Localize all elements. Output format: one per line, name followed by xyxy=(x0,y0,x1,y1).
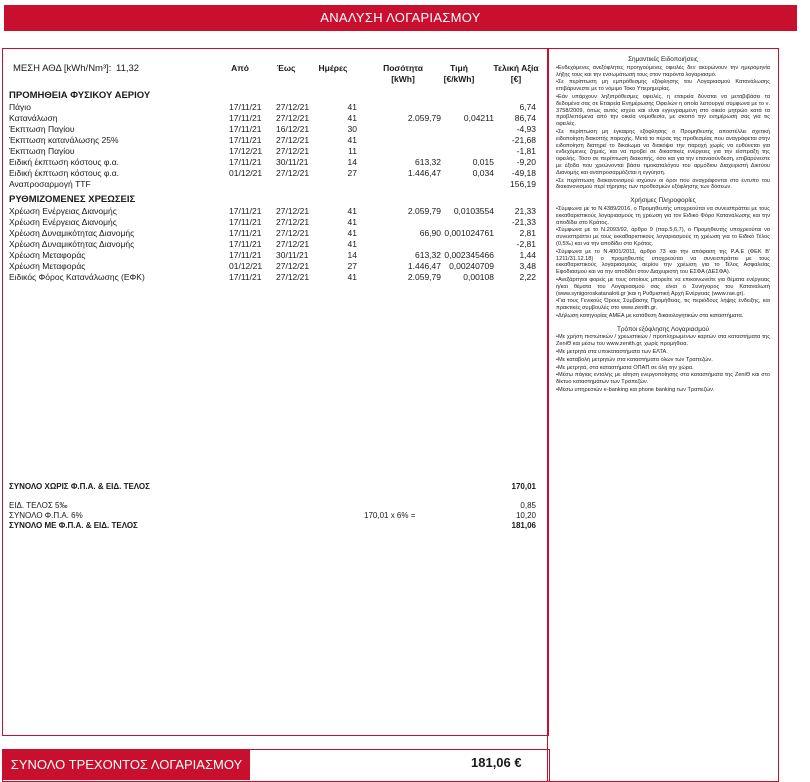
total-row xyxy=(9,520,549,531)
cell-to: 27/12/21 xyxy=(276,261,310,271)
col-price: Τιμή [€/kWh] xyxy=(443,63,475,84)
cell-total: -2,81 xyxy=(516,239,536,249)
useful-note: •Σύμφωνα με το Ν.4001/2011, άρθρο 73 και την απόφαση της Ρ.Α.Ε (ΦΕΚ Β' 1211/31.12.18) ο προμηθευτής υποχρεούται να συνεισπράττει με τους εκκαθαριστικούς λογαριασμούς αερίου την χρέωση για το Τέλος Ασφαλείας Εφοδιασμού και να την αποδίδει στον Διαχειριστή του ΕΣΦΑ (ΔΕΣΦΑ). xyxy=(556,248,770,276)
cell-from: 01/12/21 xyxy=(229,261,263,271)
cell-days: 41 xyxy=(347,228,357,238)
cell-days: 27 xyxy=(347,168,357,178)
cell-total: 3,48 xyxy=(519,261,536,271)
cell-label: Χρέωση Ενέργειας Διανομής xyxy=(9,206,117,216)
regulated-row xyxy=(9,239,549,250)
cell-total: -9,20 xyxy=(516,157,536,167)
cell-from: 17/11/21 xyxy=(229,157,262,167)
cell-days: 41 xyxy=(347,272,357,282)
page-title: ΑΝΑΛΥΣΗ ΛΟΓΑΡΙΑΣΜΟΥ xyxy=(4,5,797,31)
cell-label: Χρέωση Μεταφοράς xyxy=(9,250,86,260)
cell-days: 41 xyxy=(347,217,357,227)
cell-price: 0,034 xyxy=(472,168,494,178)
supply-row xyxy=(9,168,549,179)
cell-days: 27 xyxy=(347,261,357,271)
cell-label: Χρέωση Μεταφοράς xyxy=(9,261,86,271)
total-label: ΣΥΝΟΛΟ ΜΕ Φ.Π.Α. & ΕΙΔ. ΤΕΛΟΣ xyxy=(9,521,138,530)
cell-from: 17/11/21 xyxy=(229,206,262,216)
payment-method: •Με καταβολή μετρητών στα καταστήματα όλων των Τραπεζών. xyxy=(556,356,713,363)
vat-formula: 170,01 x 6% = xyxy=(364,511,416,520)
cell-from: 17/11/21 xyxy=(229,113,262,123)
cell-to: 27/12/21 xyxy=(276,228,310,238)
cell-to: 27/12/21 xyxy=(276,168,310,178)
supply-row xyxy=(9,179,549,190)
important-title: Σημαντικές Ειδοποιήσεις xyxy=(628,56,698,63)
cell-label: Ειδικός Φόρος Κατανάλωσης (ΕΦΚ) xyxy=(9,272,145,282)
cell-to: 16/12/21 xyxy=(276,124,310,134)
cell-label: Χρέωση Δυναμικότητας Διανομής xyxy=(9,239,135,249)
useful-note: •Δήλωση κατηγορίας ΑΜΕΑ με κατάθεση δικαιολογητικών στα καταστήματα. xyxy=(556,312,744,319)
cell-to: 27/12/21 xyxy=(276,206,310,216)
useful-note: •Για τους Γενικούς Όρους Σύμβασης Προμήθειας, τις περιόδους λήψης ένδειξης, και πρακτικές συμβουλές στο www.zenith.gr. xyxy=(556,298,770,312)
payment-method: •Μέσω πάγιας εντολής με αίτηση ενεργοποίησης στα καταστήματα της ZeniΘ και στο δίκτυο καταστημάτων των Τραπεζών. xyxy=(556,372,770,386)
total-value: 181,06 xyxy=(511,521,536,530)
payment-title: Τρόποι εξόφλησης Λογαριασμού xyxy=(616,325,710,333)
cell-price: 0,001024761 xyxy=(444,228,494,238)
header xyxy=(0,0,810,34)
important-note: •Σε περίπτωση διακανονισμού ισχύουν οι όροι που αναγράφονται στο έντυπο του διακανονισμού περί τήρησης των προθεσμιών εξόφλησης των δόσεων. xyxy=(556,177,770,191)
cell-label: Έκπτωση κατανάλωσης 25% xyxy=(9,135,119,145)
cell-from: 17/11/21 xyxy=(229,250,262,260)
cell-total: -21,68 xyxy=(511,135,536,145)
cell-total: -49,18 xyxy=(511,168,536,178)
col-qty: Ποσότητα [kWh] xyxy=(383,63,423,84)
important-note: •Ενδεχόμενες ανεξόφλητες προηγούμενες οφειλές δεν ακυρώνουν την ημερομηνία λήξης τους και την ενσωμάτωσή τους στον παρόντα λογαριασμό. xyxy=(556,64,770,78)
cell-total: 2,81 xyxy=(519,228,536,238)
footer-total xyxy=(2,749,550,782)
cell-label: Χρέωση Δυναμικότητας Διανομής xyxy=(9,228,135,238)
cell-days: 41 xyxy=(347,113,357,123)
cell-label: Έκπτωση Παγίου xyxy=(9,146,75,156)
regulated-row xyxy=(9,261,549,272)
cell-days: 11 xyxy=(348,146,357,156)
useful-note: •Σύμφωνα με το Ν.2093/92, άρθρο 9 (παρ.5,6,7), ο Προμηθευτής υποχρεούται να συνεισπράττει με τους εκκαθαριστικούς λογαριασμούς τη χρέωση για το Ειδικό Τέλος (0,5‰) και να την αποδίδει στο Κράτος. xyxy=(556,227,770,247)
cell-days: 41 xyxy=(347,135,357,145)
cell-label: Αναπροσαρμογή TTF xyxy=(9,179,91,189)
supply-row xyxy=(9,146,549,157)
supply-row xyxy=(9,157,549,168)
cell-qty: 66,90 xyxy=(419,228,441,238)
cell-to: 27/12/21 xyxy=(276,113,310,123)
cell-to: 30/11/21 xyxy=(276,250,309,260)
subtotal-label: ΣΥΝΟΛΟ ΧΩΡΙΣ Φ.Π.Α. & ΕΙΔ. ΤΕΛΟΣ xyxy=(9,482,150,491)
bill-analysis-panel xyxy=(2,48,549,736)
tax-label: ΕΙΔ. ΤΕΛΟΣ 5‰ xyxy=(9,501,68,510)
useful-title: Χρήσιμες Πληροφορίες xyxy=(630,197,696,205)
cell-to: 27/12/21 xyxy=(276,272,310,282)
cell-from: 17/11/21 xyxy=(229,228,262,238)
cell-days: 30 xyxy=(347,124,357,134)
cell-from: 17/11/21 xyxy=(229,102,262,112)
supply-row xyxy=(9,102,549,113)
cell-qty: 1.446,47 xyxy=(407,261,441,271)
cell-from: 01/12/21 xyxy=(229,168,263,178)
cell-total: 6,74 xyxy=(519,102,536,112)
footer-value: 181,06 € xyxy=(471,755,522,770)
cell-total: 1,44 xyxy=(519,250,536,260)
cell-total: -1,81 xyxy=(516,146,536,156)
section-regulated: ΡΥΘΜΙΖΟΜΕΝΕΣ ΧΡΕΩΣΕΙΣ xyxy=(9,194,136,205)
regulated-row xyxy=(9,206,549,217)
cell-price: 0,002345466 xyxy=(444,250,494,260)
tax-value: 0,85 xyxy=(520,501,536,510)
vat-value: 10,20 xyxy=(515,511,536,520)
cell-to: 27/12/21 xyxy=(276,239,310,249)
cell-from: 17/12/21 xyxy=(229,146,263,156)
important-note: •Σε περίπτωση μη έγκαιρης εξόφλησης ο Προμηθευτής αποστέλλει σχετική ειδοποίηση διακοπής παροχής. Μετά το πέρας της προθεσμίας που αναγράφεται στην ειδοποίηση διατηρεί το δικαίωμα να διακόψει την παροχή χωρίς να ευθύνεται για ενδεχόμενες ζημιές, και να προβεί σε δικαστικές ενέργειες για την είσπραξη της οφειλής. Τόσο σε περίπτωση διακοπής, όσο και για την επανασύνδεση, επιβαρύνεστε με έξοδα που χρεώνονται βάσει τιμοκαταλόγου του αρμόδιου Διαχειριστή Δικτύου Διανομής και αναπροσαρμόζεται η εγγύηση. xyxy=(556,128,770,176)
cell-label: Χρέωση Ενέργειας Διανομής xyxy=(9,217,117,227)
cell-from: 17/11/21 xyxy=(229,272,262,282)
col-days: Ημέρες xyxy=(318,63,348,73)
cell-days: 41 xyxy=(347,206,357,216)
cell-total: 156,19 xyxy=(510,179,536,189)
meta-label: ΜΕΣΗ ΑΘΔ [kWh/Nm³]: xyxy=(13,63,112,74)
col-total: Τελική Αξία [€] xyxy=(493,63,539,84)
cell-qty: 1.446,47 xyxy=(407,168,441,178)
cell-label: Ειδική έκπτωση κόστους φ.α. xyxy=(9,168,119,178)
cell-price: 0,015 xyxy=(472,157,494,167)
cell-from: 17/11/21 xyxy=(229,124,262,134)
supply-row xyxy=(9,124,549,135)
important-note: •Εάν υπάρχουν ληξιπρόθεσμες οφειλές, η εταιρεία δύναται να μεταβιβάσει τα δεδομένα σας σε Εταιρεία Ενημέρωσης Οφειλών η οποία λειτουργεί σύμφωνα με το ν. 3758/2009, όπως αυτός ισχύει και είναι εγγεγραμμένη στο οικείο μητρώο κατά τα προβλεπόμενα από την οικεία νομοθεσία, με σκοπό την ενημέρωσή σας για τις οφειλές. xyxy=(556,93,770,128)
cell-price: 0,00108 xyxy=(463,272,494,282)
cell-from: 17/11/21 xyxy=(229,239,262,249)
regulated-row xyxy=(9,250,549,261)
cell-label: Έκπτωση Παγίου xyxy=(9,124,75,134)
payment-method: •Με μετρητά, στα καταστήματα ΟΠΑΠ σε όλη την χώρα. xyxy=(556,364,694,371)
vat-label: ΣΥΝΟΛΟ Φ.Π.Α. 6% xyxy=(9,511,83,520)
cell-total: 86,74 xyxy=(514,113,536,123)
cell-days: 14 xyxy=(347,250,357,260)
cell-to: 27/12/21 xyxy=(276,102,310,112)
regulated-row xyxy=(9,228,549,239)
cell-label: Ειδική έκπτωση κόστους φ.α. xyxy=(9,157,119,167)
useful-note: •Ανεξάρτητοι φορείς με τους οποίους μπορείτε να επικοινωνείτε για θέματα ενέργειας ή/και θέματα του Λογαριασμού σας είναι ο Συνήγορος του Καταναλωτή (www.synigoroskatanaloti.gr )και η Ρυθμιστική Αρχή Ενέργειας (www.rae.gr). xyxy=(556,276,770,297)
cell-label: Κατανάλωση xyxy=(9,113,58,123)
cell-price: 0,0103554 xyxy=(453,206,494,216)
cell-total: 21,33 xyxy=(514,206,536,216)
supply-row xyxy=(9,135,549,146)
subtotal-row xyxy=(9,481,549,492)
cell-price: 0,00240709 xyxy=(449,261,494,271)
payment-method: •Μέσω υπηρεσιών e-banking και phone banking των Τραπεζών. xyxy=(556,387,715,394)
cell-total: -4,93 xyxy=(516,124,536,134)
cell-total: 2,22 xyxy=(519,272,536,282)
cell-from: 17/11/21 xyxy=(229,217,262,227)
useful-note: •Σύμφωνα με το Ν.4389/2016, ο Προμηθευτής υποχρεούται να συνεισπράττει με τους εκκαθαριστικούς λογαριασμούς τη χρέωση για τον Ειδικό Φόρο Κατανάλωσης και την αποδίδει στο Κράτος. xyxy=(556,205,770,226)
important-note: •Σε περίπτωση μη εμπρόθεσμης εξόφλησης του Λογαριασμού Κατανάλωσης επιβάρυνεστε με το νόμιμο Τόκο Υπερημερίας. xyxy=(556,79,770,93)
cell-to: 27/12/21 xyxy=(276,146,310,156)
cell-to: 27/12/21 xyxy=(276,135,310,145)
meta-value: 11,32 xyxy=(116,63,140,74)
footer-label: ΣΥΝΟΛΟ ΤΡΕΧΟΝΤΟΣ ΛΟΓΑΡΙΑΣΜΟΥ xyxy=(3,750,250,780)
regulated-row xyxy=(9,217,549,228)
cell-qty: 613,32 xyxy=(415,157,441,167)
section-supply: ΠΡΟΜΗΘΕΙΑ ΦΥΣΙΚΟΥ ΑΕΡΙΟΥ xyxy=(9,90,151,101)
cell-qty: 2.059,79 xyxy=(407,206,441,216)
cell-to: 27/12/21 xyxy=(276,217,310,227)
supply-row xyxy=(9,113,549,124)
regulated-row xyxy=(9,272,549,283)
col-from: Από xyxy=(231,63,249,73)
cell-price: 0,04211 xyxy=(463,113,494,123)
cell-days: 41 xyxy=(347,102,357,112)
payment-method: •Με χρήση πιστωτικών / χρεωστικών / προπληρωμένων καρτών στα καταστήματα της ZeniΘ και μέσω του www.zenith.gr, χωρίς προμήθεια. xyxy=(556,334,770,348)
notes-panel xyxy=(547,48,779,782)
payment-method: •Με μετρητά στα υποκαταστήματα των ΕΛΤΑ. xyxy=(556,349,668,356)
cell-to: 30/11/21 xyxy=(276,157,309,167)
cell-from: 17/11/21 xyxy=(229,135,262,145)
cell-label: Πάγιο xyxy=(9,102,31,112)
cell-qty: 2.059,79 xyxy=(407,272,441,282)
subtotal-value: 170,01 xyxy=(511,482,536,491)
cell-qty: 2.059,79 xyxy=(407,113,441,123)
col-to: Έως xyxy=(276,63,296,73)
cell-total: -21,33 xyxy=(511,217,536,227)
cell-days: 41 xyxy=(347,239,357,249)
cell-days: 14 xyxy=(347,157,357,167)
cell-qty: 613,32 xyxy=(415,250,441,260)
